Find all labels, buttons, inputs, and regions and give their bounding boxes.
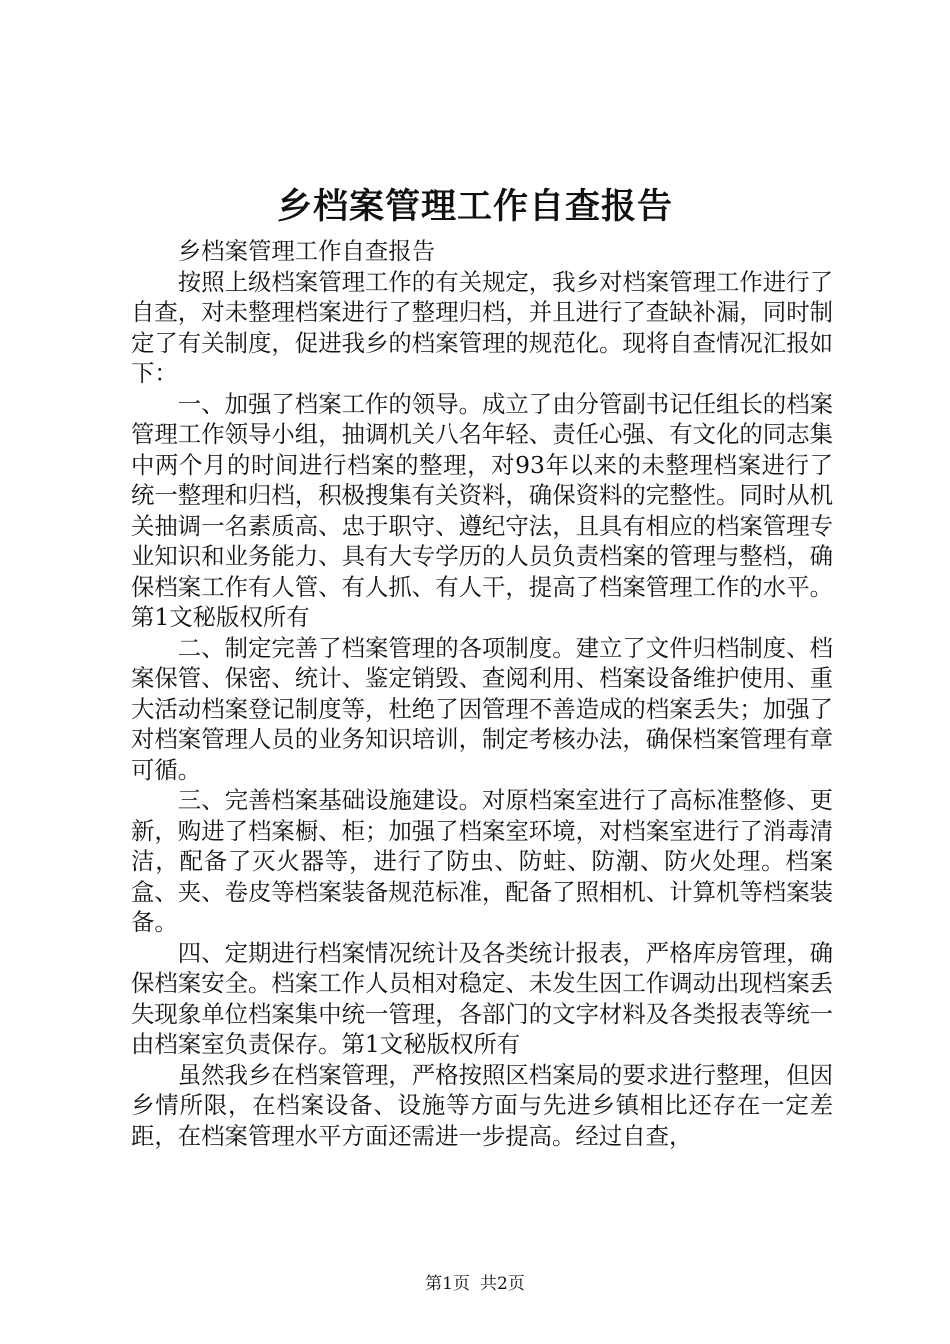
document-title: 乡档案管理工作自查报告 [276, 186, 673, 227]
paragraph-section-1: 一、加强了档案工作的领导。成立了由分管副书记任组长的档案管理工作领导小组，抽调机关八名年轻、责任心强、有文化的同志集中两个月的时间进行档案的整理，对93年以来的未整理档案进行了统一整理和归档，积极搜集有关资料，确保资料的完整性。同时从机关抽调一名素质高、忠于职守、遵纪守法，且具有相应的档案管理专业知识和业务能力、具有大专学历的人员负责档案的管理与整档，确保档案工作有人管、有人抓、有人干，提高了档案管理工作的水平。第1文秘版权所有 [131, 389, 833, 631]
page-number: 第1页 [425, 1274, 470, 1294]
paragraph-section-2: 二、制定完善了档案管理的各项制度。建立了文件归档制度、档案保管、保密、统计、鉴定销毁、查阅利用、档案设备维护使用、重大活动档案登记制度等，杜绝了因管理不善造成的档案丢失；加强了对档案管理人员的业务知识培训，制定考核办法，确保档案管理有章可循。 [131, 633, 833, 784]
paragraph-section-3: 三、完善档案基础设施建设。对原档案室进行了高标准整修、更新，购进了档案橱、柜；加强了档案室环境，对档案室进行了消毒清洁，配备了灭火器等，进行了防虫、防蛀、防潮、防火处理。档案盒、夹、卷皮等档案装备规范标准，配备了照相机、计算机等档案装备。 [131, 786, 833, 936]
document-body [131, 236, 833, 1151]
paragraph-subtitle: 乡档案管理工作自查报告 [177, 237, 436, 265]
page-total: 共2页 [480, 1274, 525, 1294]
paragraph-intro: 按照上级档案管理工作的有关规定，我乡对档案管理工作进行了自查，对未整理档案进行了整理归档，并且进行了查缺补漏，同时制定了有关制度，促进我乡的档案管理的规范化。现将自查情况汇报如下： [131, 267, 833, 387]
paragraph-section-4: 四、定期进行档案情况统计及各类统计报表，严格库房管理，确保档案安全。档案工作人员相对稳定、未发生因工作调动出现档案丢失现象单位档案集中统一管理，各部门的文字材料及各类报表等统一由档案室负责保存。第1文秘版权所有 [131, 938, 833, 1058]
page-footer [0, 1273, 950, 1295]
paragraph-conclusion: 虽然我乡在档案管理，严格按照区档案局的要求进行整理，但因乡情所限，在档案设备、设施等方面与先进乡镇相比还存在一定差距，在档案管理水平方面还需进一步提高。经过自查， [131, 1060, 833, 1150]
